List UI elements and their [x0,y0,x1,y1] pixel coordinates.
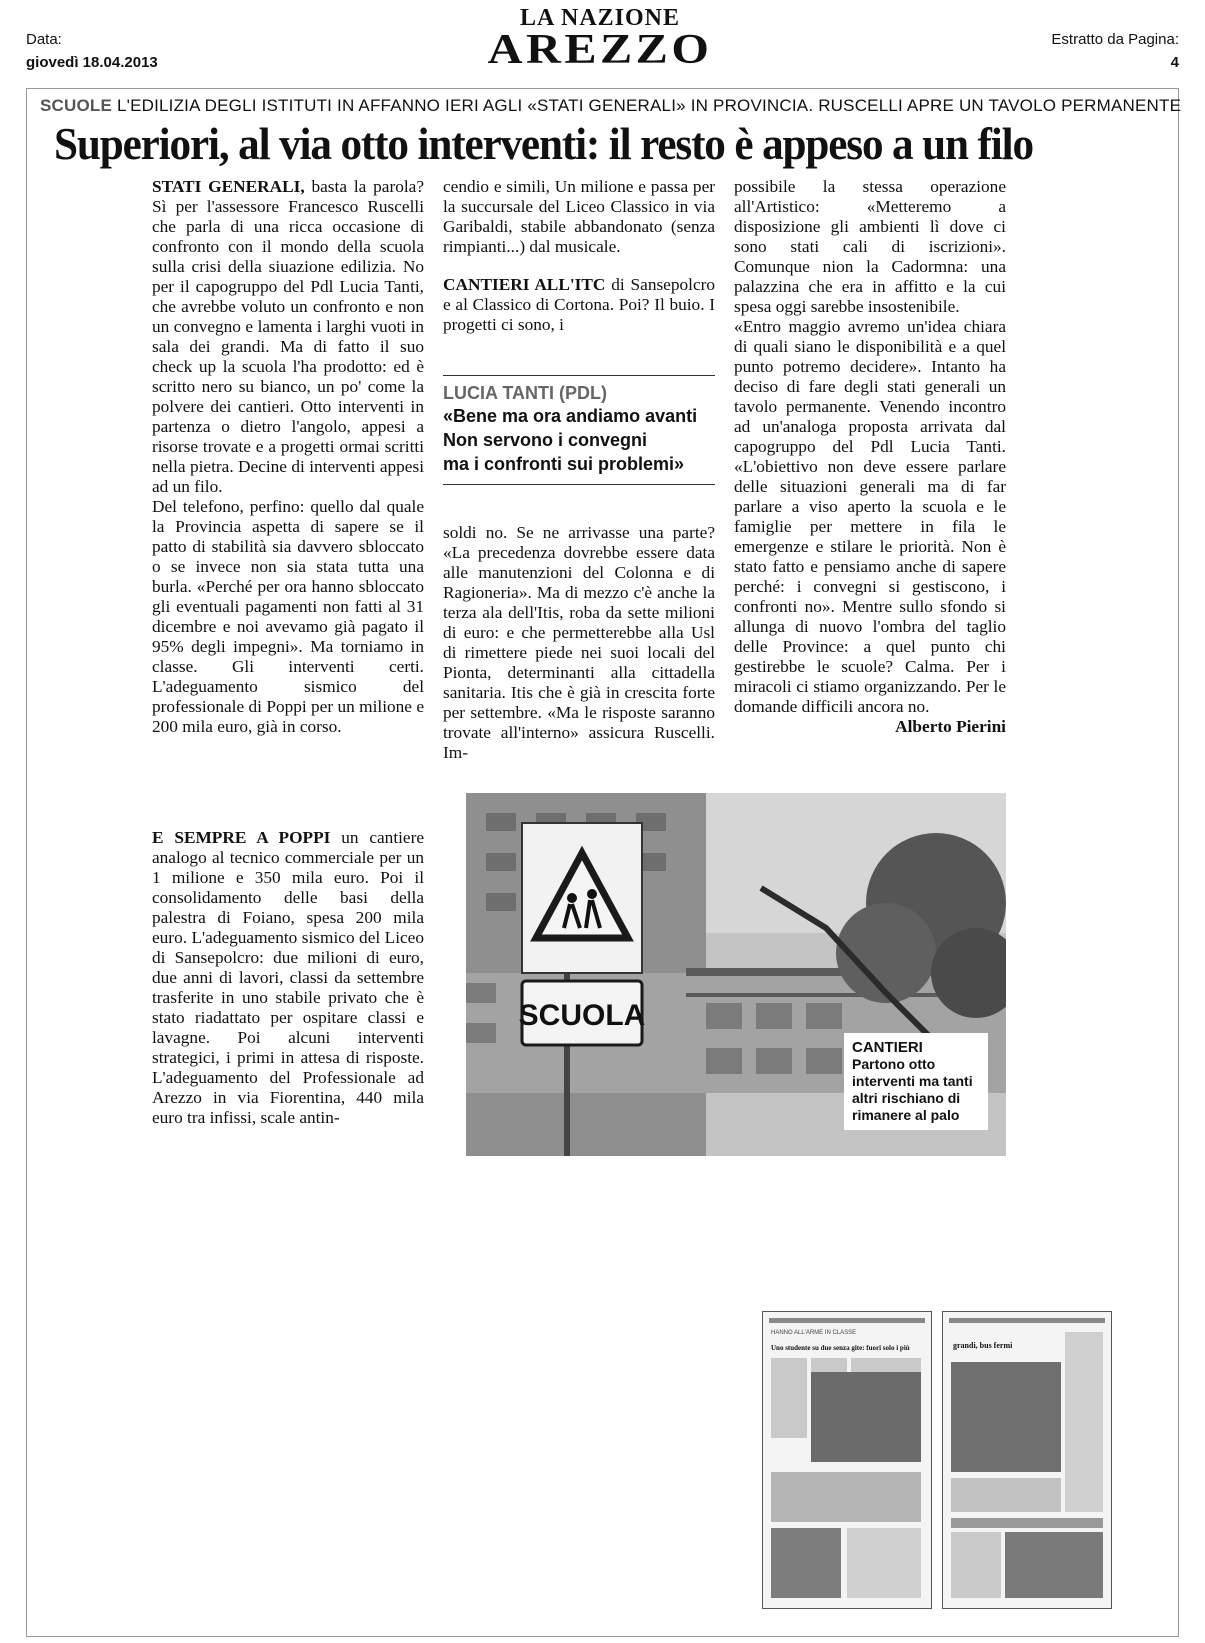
quote-line-2: Non servono i convegni [443,430,648,450]
paragraph: possibile la stessa operazione all'Artistico: «Metteremo a disposizione gli ambienti lì dove ci sono stati cali di iscrizioni». Comunque nion la Cadormna: una palazzina che era in affitto e la cui spesa oggi sarebbe insostenibile. [734,177,1006,316]
caption-title: CANTIERI [852,1039,923,1056]
divider [443,375,715,376]
date-value: giovedì 18.04.2013 [26,54,158,71]
date-label: Data: [26,31,62,48]
quote-box-title: LUCIA TANTI (PDL) [443,383,607,403]
kicker-tag: SCUOLE [40,96,113,115]
masthead-edition: AREZZO [487,27,713,73]
header-page-block [1051,28,1179,74]
paragraph: soldi no. Se ne arrivasse una parte? «La precedenza dovrebbe essere data alle manutenzioni del Colonna e di Ragioneria». Ma di mezzo c'è anche la terza ala dell'Itis, roba da sette milioni di euro: e che permetterebbe alla Usl di rimettere piede nei suoi locali del Pionta, determinanti alla cittadella sanitaria. Itis che è già in crescita forte per settembre. «Ma le risposte saranno trovate all'interno» assicura Ruscelli. Im- [443,523,715,762]
column-1-bottom [152,828,424,1128]
column-2-bottom [443,523,715,763]
headline: Superiori, al via otto interventi: il resto è appeso a un filo [54,119,1033,169]
paragraph-text: basta la parola? Sì per l'assessore Francesco Ruscelli che parla di una ricca occasione di confronto con il mondo della scuola sulla crisi della siuazione edilizia. No per il capogruppo del Pdl Lucia Tanti, che avrebbe voluto un confronto e non un convegno e lamenta i larghi vuoti in sala dei grandi. Ma di fatto il suo check up la scuola l'ha prodotto: ed è scritto nero su bianco, un po' come la polvere dei cantieri. Otto interventi in partenza o dietro l'angolo, appesi a risorse trovate e a progetti ormai scritti nella pietra. Decine di interventi appesi ad un filo. [152,177,424,496]
page-thumbnail-left [762,1311,932,1609]
caption-text: Partono otto interventi ma tanti altri rischiano di rimanere al palo [852,1056,973,1123]
column-1-top [152,177,424,737]
header-date-block [26,28,158,74]
masthead-newspaper: LA NAZIONE [519,5,681,31]
paragraph-text: di Sansepolcro e al Classico di Cortona. Poi? Il buio. I progetti ci sono, i [443,275,716,334]
paragraph-text: un cantiere analogo al tecnico commerciale per un 1 milione e 350 mila euro. Poi il consolidamento delle basi della palestra di Foiano, spesa 200 mila euro. L'adeguamento sismico del Liceo di Sansepolcro: due milioni di euro, due anni di lavori, classi da settembre trasferite in uno stabile privato che è stato riadattato per ospitare classi e lavagne. Poi alcuni interventi strategici, i primi in attesa di risposte. L'adeguamento del Professionale ad Arezzo in via Fiorentina, 440 mila euro tra infissi, scale antin- [152,828,425,1127]
divider [443,484,715,485]
quote-box [443,375,715,485]
kicker [40,95,1182,117]
photo-caption [844,1033,988,1130]
quote-line-1: «Bene ma ora andiamo avanti [443,406,698,426]
lead-in: E SEMPRE A POPPI [152,828,331,847]
paragraph: Del telefono, perfino: quello dal quale la Provincia aspetta di sapere se il patto di stabilità sia davvero sbloccato o se invece non sia stata tutta una burla. «Perché per ora hanno sbloccato gli eventuali pagamenti non fatti al 31 dicembre e noi avevamo già pagato il 95% degli impegni». Ma torniamo in classe. Gli interventi certi. L'adeguamento sismico del professionale di Poppi per un milione e 200 mila euro, già in corso. [152,497,424,736]
paragraph: cendio e simili, Un milione e passa per la succursale del Liceo Classico in via Garibaldi, stabile abbandonato (senza rimpianti...) dal musicale. [443,177,715,256]
quote-line-3: ma i confronti sui problemi» [443,454,685,474]
thumbnail-illustration [763,1312,931,1608]
page-number: 4 [1170,54,1179,71]
paragraph: «Entro maggio avremo un'idea chiara di quali siano le disponibilità e a quel punto potremo decidere». Intanto ha deciso di fare degli stati generali un tavolo permanente. Venendo incontro ad un'analoga proposta arrivata dal capogruppo del Pdl Lucia Tanti. «L'obiettivo non deve essere parlare delle situazioni generali ma di far parlare a viso aperto la scuola e le famiglie per mettere in fila le emergenze e stilare le priorità. Non è stato fatto e pensiamo anche di sapere perché: i convegni si gestiscono, i confronti no». Mentre sullo sfondo si allunga di nuovo l'ombra del taglio delle Province: a quel punto chi gestirebbe le scuole? Calma. Per i miracoli ci stiamo organizzando. Per le domande difficili ancora no. [734,317,1006,716]
paragraph [152,828,424,1128]
photo-sign-text: SCUOLA [518,999,646,1032]
thumbnail-illustration [943,1312,1111,1608]
thumb-headline: Uno studente su due senza gite: fuori solo i più [771,1344,910,1352]
lead-in: STATI GENERALI, [152,177,305,196]
thumb-kicker: HANNO ALL'ARME IN CLASSE [771,1330,857,1336]
paragraph [443,275,715,335]
kicker-text: L'EDILIZIA DEGLI ISTITUTI IN AFFANNO IERI AGLI «STATI GENERALI» IN PROVINCIA. RUSCELLI APRE UN TAVOLO PERMANENTE [116,96,1182,115]
column-3 [734,177,1006,737]
page-label: Estratto da Pagina: [1051,31,1179,48]
page-thumbnail-right [942,1311,1112,1609]
page-thumbnails [762,1311,1110,1607]
column-2-top [443,177,715,335]
masthead [487,5,713,73]
paragraph [152,177,424,497]
byline: Alberto Pierini [895,717,1006,736]
lead-in: CANTIERI ALL'ITC [443,275,606,294]
thumb-headline: grandi, bus fermi [953,1341,1013,1350]
